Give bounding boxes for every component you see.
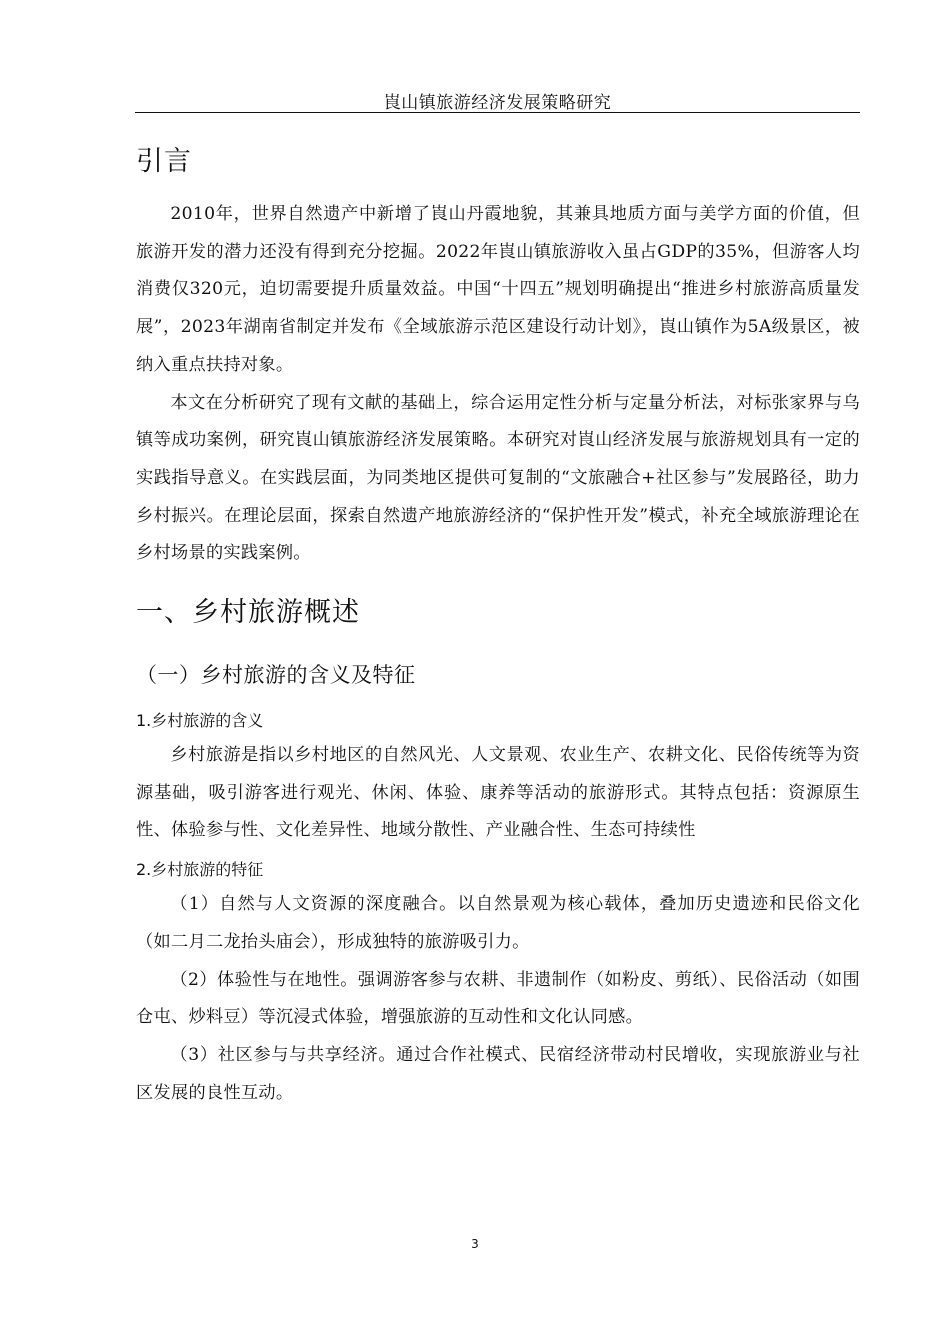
intro-paragraph-1: 2010年，世界自然遗产中新增了崀山丹霞地貌，其兼具地质方面与美学方面的价值，但旅游开发的潜力还没有得到充分挖掘。2022年崀山镇旅游收入虽占GDP的35%，但游客人均消费仅320元，迫切需要提升质量效益。中国“十四五”规划明确提出“推进乡村旅游高质量发展”，2023年湖南省制定并发布《全域旅游示范区建设行动计划》，崀山镇作为5A级景区，被纳入重点扶持对象。 bbox=[136, 204, 860, 375]
feature-paragraph-1: （1）自然与人文资源的深度融合。以自然景观为核心载体，叠加历史遗迹和民俗文化（如二月二龙抬头庙会），形成独特的旅游吸引力。 bbox=[136, 894, 860, 952]
item-2-heading: 2.乡村旅游的特征 bbox=[136, 860, 264, 880]
feature-paragraph-2: （2）体验性与在地性。强调游客参与农耕、非遗制作（如粉皮、剪纸）、民俗活动（如围仓屯、炒料豆）等沉浸式体验，增强旅游的互动性和文化认同感。 bbox=[136, 969, 860, 1028]
chapter-1-heading: 一、乡村旅游概述 bbox=[136, 597, 360, 629]
intro-heading: 引言 bbox=[136, 146, 192, 177]
running-header: 崀山镇旅游经济发展策略研究 bbox=[383, 93, 612, 113]
header-rule bbox=[135, 112, 860, 113]
feature-paragraph-3: （3）社区参与与共享经济。通过合作社模式、民宿经济带动村民增收，实现旅游业与社区发展的良性互动。 bbox=[136, 1044, 860, 1103]
section-1-heading: （一）乡村旅游的含义及特征 bbox=[136, 663, 416, 688]
item-1-heading: 1.乡村旅游的含义 bbox=[136, 711, 264, 731]
item-1-paragraph: 乡村旅游是指以乡村地区的自然风光、人文景观、农业生产、农耕文化、民俗传统等为资源基础，吸引游客进行观光、休闲、体验、康养等活动的旅游形式。其特点包括：资源原生性、体验参与性、文化差异性、地域分散性、产业融合性、生态可持续性 bbox=[136, 745, 860, 841]
page-number: 3 bbox=[471, 1237, 479, 1251]
page-content bbox=[136, 138, 860, 1112]
intro-paragraph-2: 本文在分析研究了现有文献的基础上，综合运用定性分析与定量分析法，对标张家界与乌镇等成功案例，研究崀山镇旅游经济发展策略。本研究对崀山经济发展与旅游规划具有一定的实践指导意义。在实践层面，为同类地区提供可复制的“文旅融合+社区参与”发展路径，助力乡村振兴。在理论层面，探索自然遗产地旅游经济的“保护性开发”模式，补充全域旅游理论在乡村场景的实践案例。 bbox=[136, 392, 860, 564]
